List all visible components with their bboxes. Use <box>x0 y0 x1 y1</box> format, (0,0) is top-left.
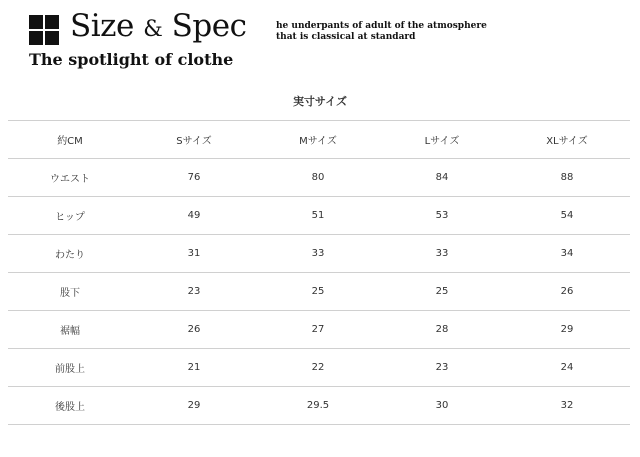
table-cell: 34 <box>504 235 630 273</box>
table-cell: 32 <box>504 387 630 425</box>
table-cell: 26 <box>504 273 630 311</box>
table-cell: 24 <box>504 349 630 387</box>
header-cell: XLサイズ <box>504 121 630 159</box>
row-label: 裾幅 <box>8 311 132 349</box>
table-cell: 84 <box>380 159 504 197</box>
header-cell: Mサイズ <box>256 121 380 159</box>
table-cell: 26 <box>132 311 256 349</box>
table-cell: 30 <box>380 387 504 425</box>
size-table <box>8 120 630 425</box>
table-cell: 29 <box>132 387 256 425</box>
table-cell: 29 <box>504 311 630 349</box>
table-cell: 25 <box>256 273 380 311</box>
table-row <box>8 349 630 387</box>
page-title <box>70 8 246 44</box>
title-ampersand: & <box>143 17 163 42</box>
table-header-row <box>8 121 630 159</box>
table-cell: 25 <box>380 273 504 311</box>
subtitle: The spotlight of clothe <box>29 50 234 69</box>
row-label: ウエスト <box>8 159 132 197</box>
tagline-line-1: he underpants of adult of the atmosphere <box>276 21 487 31</box>
row-label: 股下 <box>8 273 132 311</box>
table-cell: 54 <box>504 197 630 235</box>
header-cell: Lサイズ <box>380 121 504 159</box>
table-row <box>8 273 630 311</box>
table-row <box>8 197 630 235</box>
table-cell: 49 <box>132 197 256 235</box>
header-cell: 約CM <box>8 121 132 159</box>
table-cell: 31 <box>132 235 256 273</box>
table-cell: 53 <box>380 197 504 235</box>
table-cell: 27 <box>256 311 380 349</box>
table-row <box>8 311 630 349</box>
table-cell: 33 <box>256 235 380 273</box>
header <box>0 0 640 80</box>
title-size: Size <box>70 8 134 44</box>
table-row <box>8 387 630 425</box>
table-cell: 22 <box>256 349 380 387</box>
row-label: ヒップ <box>8 197 132 235</box>
table-cell: 21 <box>132 349 256 387</box>
title-spec: Spec <box>171 8 247 44</box>
row-label: 後股上 <box>8 387 132 425</box>
four-squares-icon <box>29 15 59 45</box>
tagline <box>276 21 487 43</box>
table-title: 実寸サイズ <box>292 95 348 108</box>
table-row <box>8 235 630 273</box>
table-cell: 88 <box>504 159 630 197</box>
table-cell: 33 <box>380 235 504 273</box>
table-cell: 23 <box>380 349 504 387</box>
table-cell: 29.5 <box>256 387 380 425</box>
table-row <box>8 159 630 197</box>
row-label: 前股上 <box>8 349 132 387</box>
row-label: わたり <box>8 235 132 273</box>
table-cell: 80 <box>256 159 380 197</box>
tagline-line-2: that is classical at standard <box>276 32 416 42</box>
table-cell: 23 <box>132 273 256 311</box>
table-cell: 51 <box>256 197 380 235</box>
header-cell: Sサイズ <box>132 121 256 159</box>
table-cell: 76 <box>132 159 256 197</box>
table-cell: 28 <box>380 311 504 349</box>
